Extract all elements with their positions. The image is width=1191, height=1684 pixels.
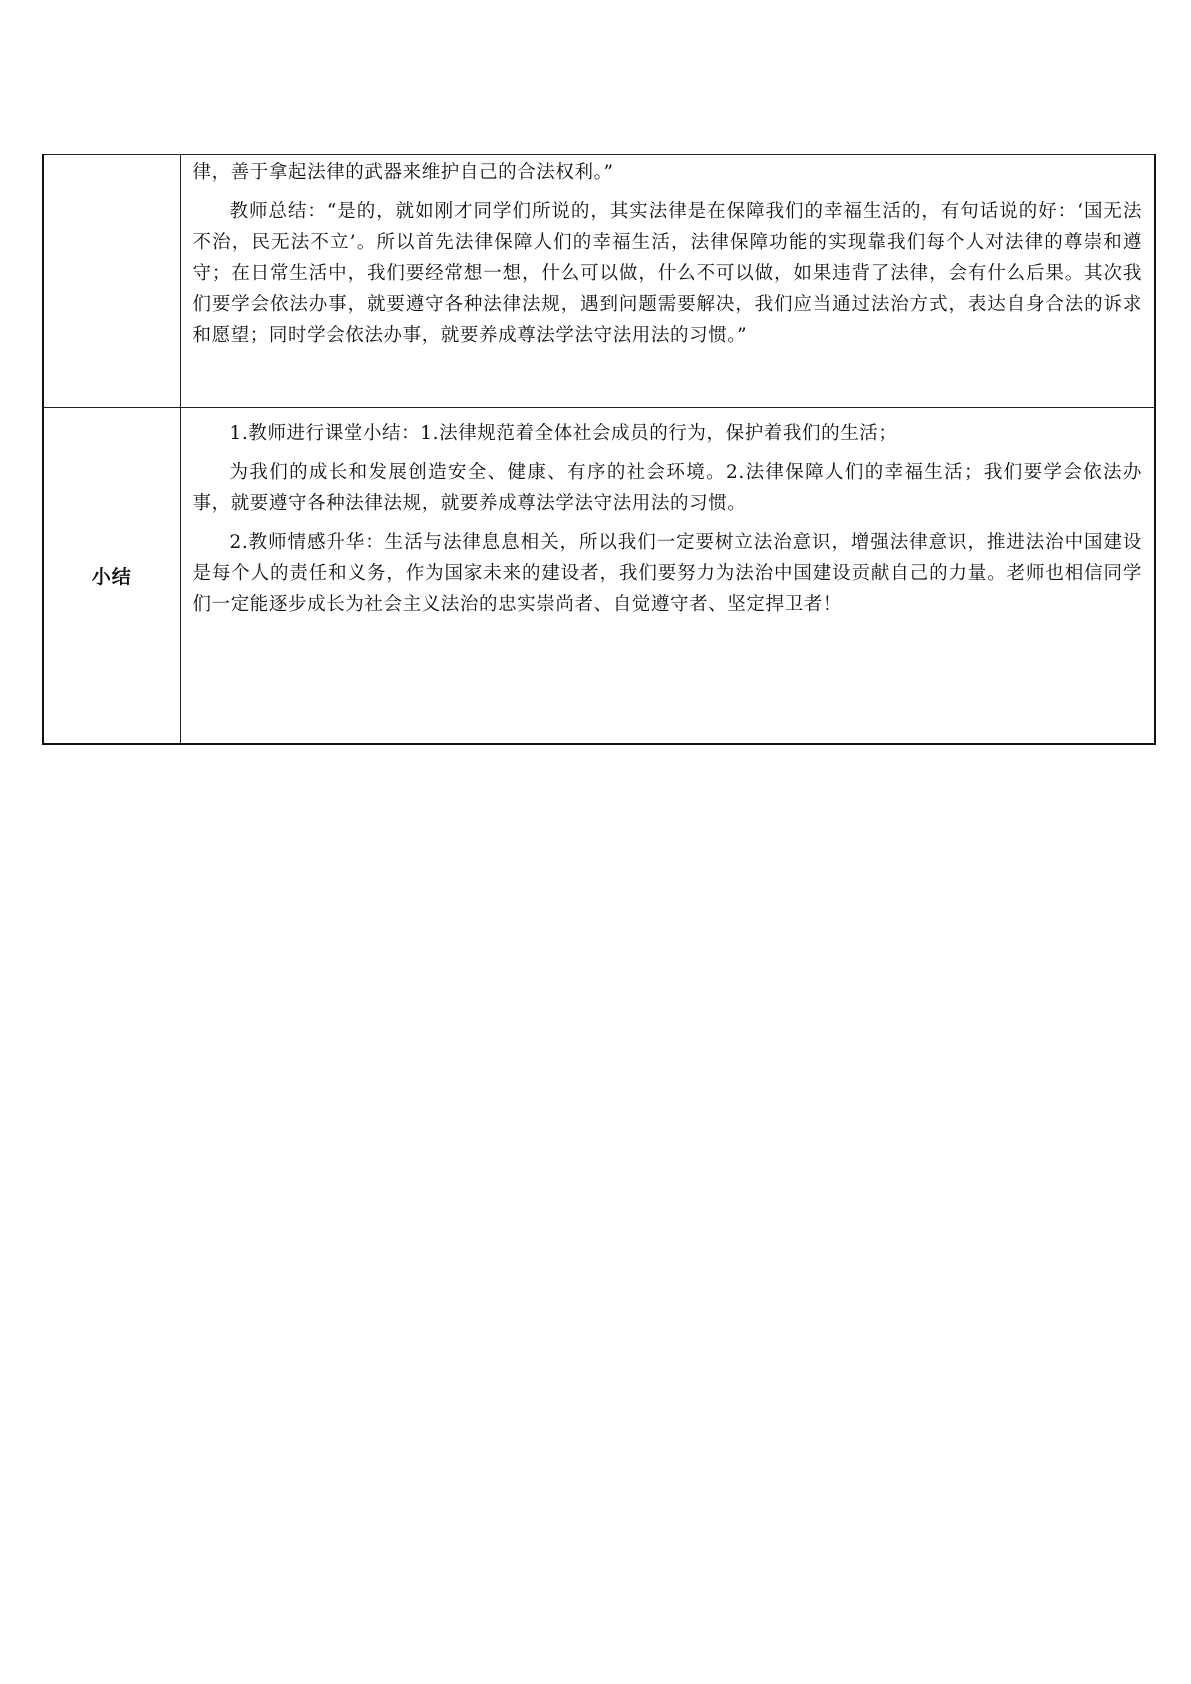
teacher-summary-paragraph: 教师总结：“是的，就如刚才同学们所说的，其实法律是在保障我们的幸福生活的，有句话说的好：‘国无法不治，民无法不立’。所以首先法律保障人们的幸福生活，法律保障功能的实现靠我们每个人对法律的尊崇和遵守；在日常生活中，我们要经常想一想，什么可以做，什么不可以做，如果违背了法律，会有什么后果。其次我们要学会依法办事，就要遵守各种法律法规，遇到问题需要解决，我们应当通过法治方式，表达自身合法的诉求和愿望；同时学会依法办事，就要养成尊法学法守法用法的习惯。” [192,201,1142,346]
row-label-cell [43,155,180,408]
row-label-cell [43,408,180,745]
row-content-cell [180,155,1155,408]
lesson-plan-table [42,154,1156,745]
summary-label: 小结 [91,566,132,588]
content-paragraph: 律，善于拿起法律的武器来维护自己的合法权利。” [192,162,614,183]
summary-paragraph-3: 2.教师情感升华：生活与法律息息相关，所以我们一定要树立法治意识，增强法律意识，推进法治中国建设是每个人的责任和义务，作为国家未来的建设者，我们要努力为法治中国建设贡献自己的力量。老师也相信同学们一定能逐步成长为社会主义法治的忠实崇尚者、自觉遵守者、坚定捍卫者！ [192,532,1142,615]
row-content-cell [180,408,1155,745]
summary-paragraph-1: 1.教师进行课堂小结：1.法律规范着全体社会成员的行为，保护着我们的生活； [229,423,898,444]
summary-paragraph-2: 为我们的成长和发展创造安全、健康、有序的社会环境。2.法律保障人们的幸福生活；我们要学会依法办事，就要遵守各种法律法规，就要养成尊法学法守法用法的习惯。 [192,462,1142,514]
table-row-summary [43,408,1155,745]
table-row-continuation [43,155,1155,408]
